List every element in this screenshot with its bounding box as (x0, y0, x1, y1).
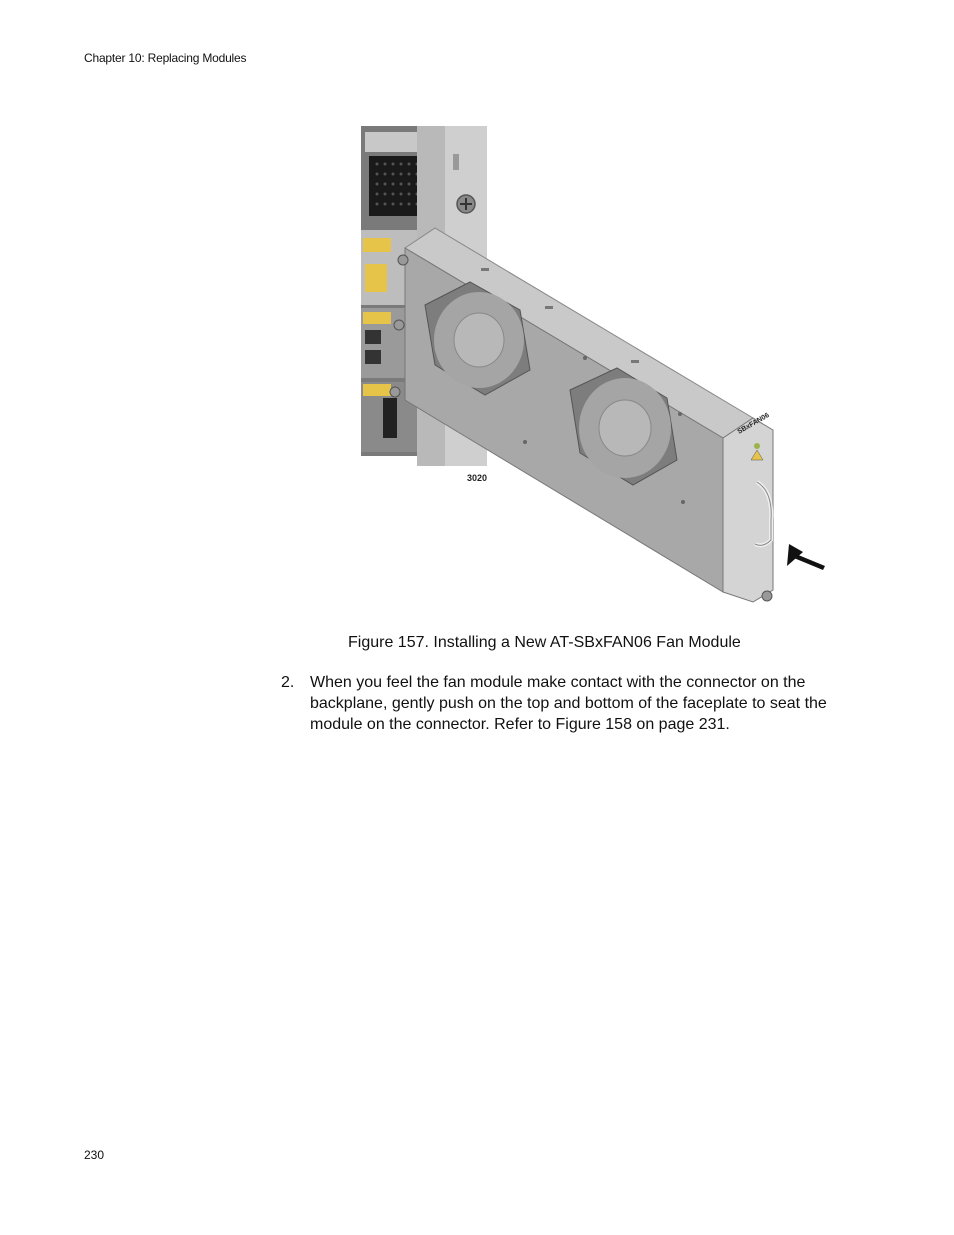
insert-direction-arrow (787, 544, 825, 570)
page-number: 230 (84, 1148, 105, 1162)
fan-module (390, 228, 773, 602)
step-text: When you feel the fan module make contact with the connector on the backplane, gently push on the top and bottom of the faceplate to seat the module on the connector. Refer to Figure 158 on page 231. (310, 674, 827, 733)
step-number: 2. (281, 674, 295, 691)
page-header: Chapter 10: Replacing Modules (84, 51, 247, 65)
fan-module-illustration (355, 120, 840, 610)
figure-caption: Figure 157. Installing a New AT-SBxFAN06 Fan Module (348, 634, 741, 651)
figure-id-label: 3020 (467, 473, 488, 483)
faceplate-label: SBxFAN06 (736, 411, 771, 436)
